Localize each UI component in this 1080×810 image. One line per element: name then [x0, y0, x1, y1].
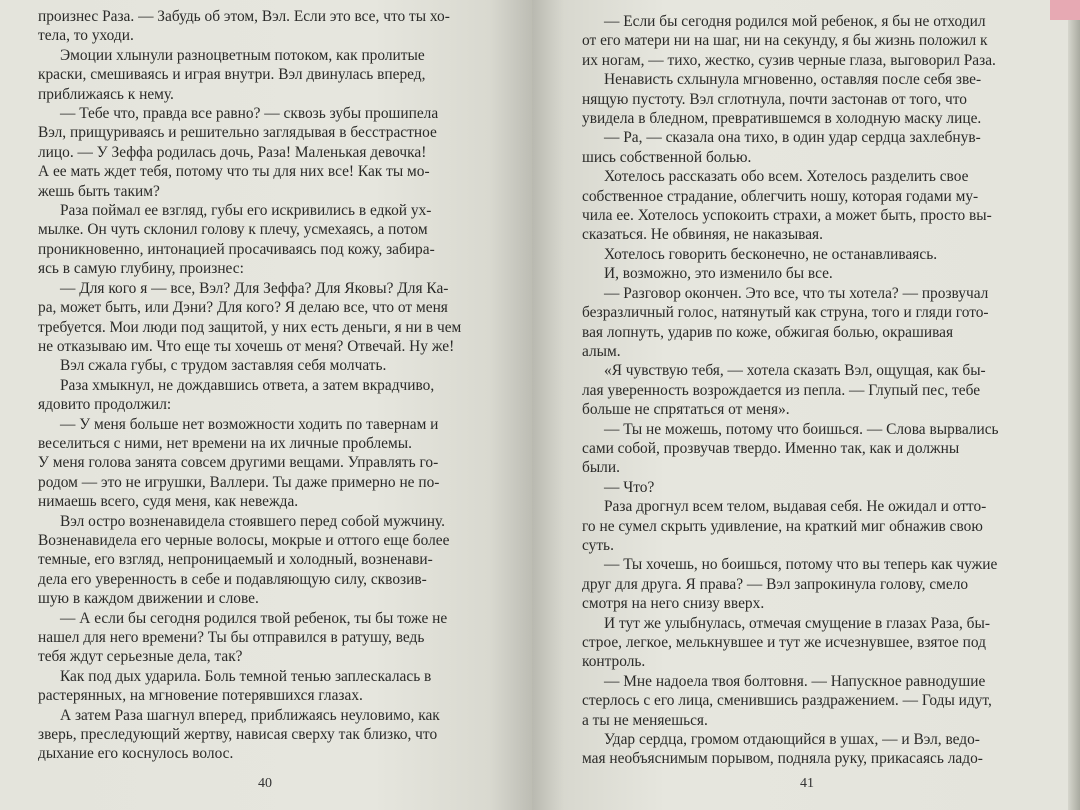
text-line: — Разговор окончен. Это все, что ты хотела? — прозвучал	[604, 284, 989, 302]
text-line: Удар сердца, громом отдающийся в ушах, — и Вэл, ведо-	[604, 731, 980, 749]
text-line: тела, то уходи.	[38, 27, 134, 45]
left-page-text	[38, 7, 514, 764]
text-line: лицо. — У Зеффа родилась дочь, Раза! Маленькая девочка!	[38, 143, 427, 161]
text-line: сказаться. Не обвиняя, не наказывая.	[582, 226, 823, 244]
text-line: шись собственной болью.	[582, 148, 752, 166]
text-line: — А если бы сегодня родился твой ребенок, ты бы тоже не	[60, 609, 448, 627]
text-line: Вэл, прищуриваясь и решительно заглядывая в бесстрастное	[38, 124, 437, 142]
text-line: А затем Раза шагнул вперед, приближаясь неуловимо, как	[60, 706, 440, 724]
right-page-number: 41	[800, 776, 814, 791]
text-line: Ненависть схлынула мгновенно, оставляя после себя зве-	[604, 71, 982, 89]
corner-marker	[1050, 0, 1080, 20]
text-line: не отказываю им. Что еще ты хочешь от меня? Отвечай. Ну же!	[38, 337, 455, 355]
text-line: приближаясь к нему.	[38, 85, 174, 103]
text-line: веселиться с ними, нет времени на их личные проблемы.	[38, 434, 412, 452]
text-line: мая необъяснимым порывом, подняла руку, прикасаясь ладо-	[582, 750, 983, 768]
text-line: Возненавидела его черные волосы, мокрые и оттого еще более	[38, 531, 450, 549]
text-line: жешь быть таким?	[38, 182, 160, 200]
text-line: Как под дых ударила. Боль темной тенью заплескалась в	[60, 667, 432, 685]
text-line: суть.	[582, 536, 614, 554]
text-line: — Мне надоела твоя болтовня. — Напускное равнодушие	[604, 672, 986, 690]
text-line: Раза поймал ее взгляд, губы его искривились в едкой ух-	[60, 202, 432, 220]
text-line: — Тебе что, правда все равно? — сквозь зубы прошипела	[60, 105, 439, 123]
text-line: И, возможно, это изменило бы все.	[604, 265, 833, 283]
text-line: их ногам, — тихо, жестко, сузив черные глаза, выговорил Раза.	[582, 51, 996, 69]
text-line: И тут же улыбнулась, отмечая смущение в глазах Раза, бы-	[604, 614, 990, 632]
text-line: ра, может быть, или Дэни? Для кого? Я делаю все, что от меня	[38, 299, 448, 317]
text-line: смотря на него снизу вверх.	[582, 595, 765, 613]
text-line: Хотелось рассказать обо всем. Хотелось разделить свое	[604, 168, 969, 186]
text-line: зверь, преследующий жертву, нависая сверху так близко, что	[38, 726, 438, 744]
text-line: сами собой, прозвучав твердо. Именно так, как и должны	[582, 439, 960, 457]
text-line: Хотелось говорить бесконечно, не останавливаясь.	[604, 245, 938, 263]
text-line: от его матери ни на шаг, ни на секунду, я бы жизнь положил к	[582, 32, 988, 50]
text-line: — Ра, — сказала она тихо, в один удар сердца захлебнув-	[604, 129, 981, 147]
text-line: дыхание его коснулось волос.	[38, 745, 234, 763]
text-line: увидела в бледном, превратившемся в холодную маску лице.	[582, 110, 982, 128]
text-line: Раза дрогнул всем телом, выдавая себя. Не ожидал и отто-	[604, 498, 987, 516]
text-line: вая лопнуть, ударив по коже, обжигая болью, окрашивая	[582, 323, 954, 341]
text-line: алым.	[582, 342, 621, 360]
text-line: требуется. Мои люди под защитой, у них есть деньги, я ни в чем	[38, 318, 462, 336]
text-line: ядовито продолжил:	[38, 396, 172, 414]
right-page-text	[582, 12, 1038, 769]
text-line: ясь в самую глубину, произнес:	[38, 260, 244, 278]
text-line: дела его уверенность в себе и подавляющую силу, сквозив-	[38, 570, 427, 588]
text-line: мылке. Он чуть склонил голову к плечу, усмехаясь, а потом	[38, 221, 428, 239]
right-page	[532, 0, 1068, 810]
text-line: — Если бы сегодня родился мой ребенок, я бы не отходил	[604, 13, 986, 30]
left-page	[0, 0, 532, 810]
text-line: У меня голова занята совсем другими вещами. Управлять го-	[38, 454, 439, 472]
text-line: А ее мать ждет тебя, потому что ты для них все! Как ты мо-	[38, 163, 430, 181]
text-line: — У меня больше нет возможности ходить по тавернам и	[60, 415, 439, 433]
text-line: Раза хмыкнул, не дождавшись ответа, а затем вкрадчиво,	[60, 376, 435, 394]
text-line: контроль.	[582, 653, 646, 671]
text-line: больше не спрятаться от меня».	[582, 401, 790, 419]
text-line: стерлось с его лица, сменившись раздражением. — Годы идут,	[582, 692, 992, 710]
text-line: Вэл сжала губы, с трудом заставляя себя молчать.	[60, 357, 387, 375]
text-line: тебя ждут серьезные дела, так?	[38, 648, 243, 666]
left-page-number: 40	[258, 776, 272, 791]
text-line: нимаешь всего, судя меня, как невежда.	[38, 493, 299, 511]
text-line: нашел для него времени? Ты бы отправился в ратушу, ведь	[38, 629, 425, 646]
text-line: чила ее. Хотелось успокоить страхи, а может быть, просто вы-	[582, 207, 992, 225]
text-line: — Для кого я — все, Вэл? Для Зеффа? Для Яковы? Для Ка-	[60, 279, 449, 297]
text-line: произнес Раза. — Забудь об этом, Вэл. Если это все, что ты хо-	[38, 8, 450, 25]
text-line: строе, легкое, мелькнувшее и тут же исчезнувшее, взятое под	[582, 634, 986, 651]
text-line: друг для друга. Я права? — Вэл запрокинула голову, смело	[582, 575, 969, 593]
text-line: родом — это не игрушки, Валлери. Ты даже примерно не по-	[38, 473, 440, 491]
text-line: нящую пустоту. Вэл сглотнула, почти застонав от того, что	[582, 90, 967, 108]
text-line: Вэл остро возненавидела стоявшего перед собой мужчину.	[60, 512, 445, 530]
text-line: растерянных, на мгновение потерявшихся глазах.	[38, 687, 363, 705]
text-line: «Я чувствую тебя, — хотела сказать Вэл, ощущая, как бы-	[604, 362, 986, 380]
text-line: темные, его взгляд, непроницаемый и холодный, возненави-	[38, 551, 433, 569]
text-line: краски, смешиваясь и играя внутри. Вэл двинулась вперед,	[38, 66, 426, 84]
text-line: — Что?	[604, 478, 655, 496]
text-line: — Ты не можешь, потому что боишься. — Слова вырвались	[604, 420, 999, 438]
text-line: безразличный голос, натянутый как струна, того и гляди гото-	[582, 304, 989, 322]
text-line: Эмоции хлынули разноцветным потоком, как пролитые	[60, 46, 425, 64]
text-line: лая уверенность возрождается из пепла. — Глупый пес, тебе	[582, 381, 981, 399]
text-line: го не сумел скрыть удивление, на краткий миг обнажив свою	[582, 517, 983, 535]
text-line: — Ты хочешь, но боишься, потому что вы теперь как чужие	[604, 556, 998, 574]
text-line: проникновенно, интонацией просачиваясь под кожу, забира-	[38, 240, 435, 258]
page-edge	[1068, 0, 1080, 810]
text-line: а ты не меняешься.	[582, 711, 708, 729]
text-line: собственное страдание, облегчить ношу, которая годами му-	[582, 187, 979, 205]
text-line: шую в каждом движении и слове.	[38, 590, 259, 608]
text-line: были.	[582, 459, 620, 477]
